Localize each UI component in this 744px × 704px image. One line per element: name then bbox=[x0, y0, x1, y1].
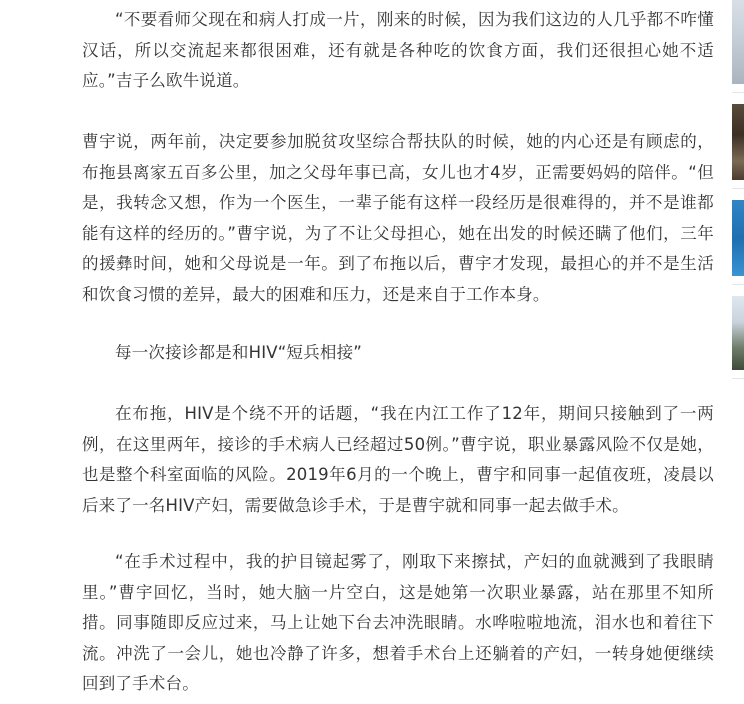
related-thumbnail-image[interactable] bbox=[732, 0, 744, 84]
related-thumbnail-image[interactable] bbox=[732, 200, 744, 276]
related-thumbnail-image[interactable] bbox=[732, 296, 744, 370]
article-paragraph: “不要看师父现在和病人打成一片，刚来的时候，因为我们这边的人几乎都不咋懂汉话，所以交流起来都很困难，还有就是各种吃的饮食方面，我们还很担心她不适应。”吉子么欧牛说道。 bbox=[82, 10, 714, 90]
sidebar-divider bbox=[732, 188, 744, 189]
article-paragraph: 曹宇说，两年前，决定要参加脱贫攻坚综合帮扶队的时候，她的内心还是有顾虑的，布拖县离家五百多公里，加之父母年事已高，女儿也才4岁，正需要妈妈的陪伴。“但是，我转念又想，作为一个医生，一辈子能有这样一段经历是很难得的，并不是谁都能有这样的经历的。”曹宇说，为了不让父母担心，她在出发的时候还瞒了他们，三年的援彝时间，她和父母说是一年。到了布拖以后，曹宇才发现，最担心的并不是生活和饮食习惯的差异，最大的困难和压力，还是来自于工作本身。 bbox=[82, 132, 714, 304]
section-subheading: 每一次接诊都是和HIV“短兵相接” bbox=[115, 343, 363, 362]
related-thumbnail-image[interactable] bbox=[732, 104, 744, 180]
article-paragraph: “在手术过程中，我的护目镜起雾了，刚取下来擦拭，产妇的血就溅到了我眼睛里。”曹宇回忆，当时，她大脑一片空白，这是她第一次职业暴露，站在那里不知所措。同事随即反应过来，马上让她下台去冲洗眼睛。水哗啦啦地流，泪水也和着往下流。冲洗了一会儿，她也冷静了许多，想着手术台上还躺着的产妇，一转身她便继续回到了手术台。 bbox=[82, 552, 714, 693]
article-paragraph: 在布拖，HIV是个绕不开的话题，“我在内江工作了12年，期间只接触到了一两例，在这里两年，接诊的手术病人已经超过50例。”曹宇说，职业暴露风险不仅是她，也是整个科室面临的风险。2019年6月的一个晚上，曹宇和同事一起值夜班，凌晨以后来了一名HIV产妇，需要做急诊手术，于是曹宇就和同事一起去做手术。 bbox=[82, 404, 714, 515]
sidebar-divider bbox=[732, 92, 744, 93]
sidebar-divider bbox=[732, 378, 744, 379]
sidebar-divider bbox=[732, 284, 744, 285]
